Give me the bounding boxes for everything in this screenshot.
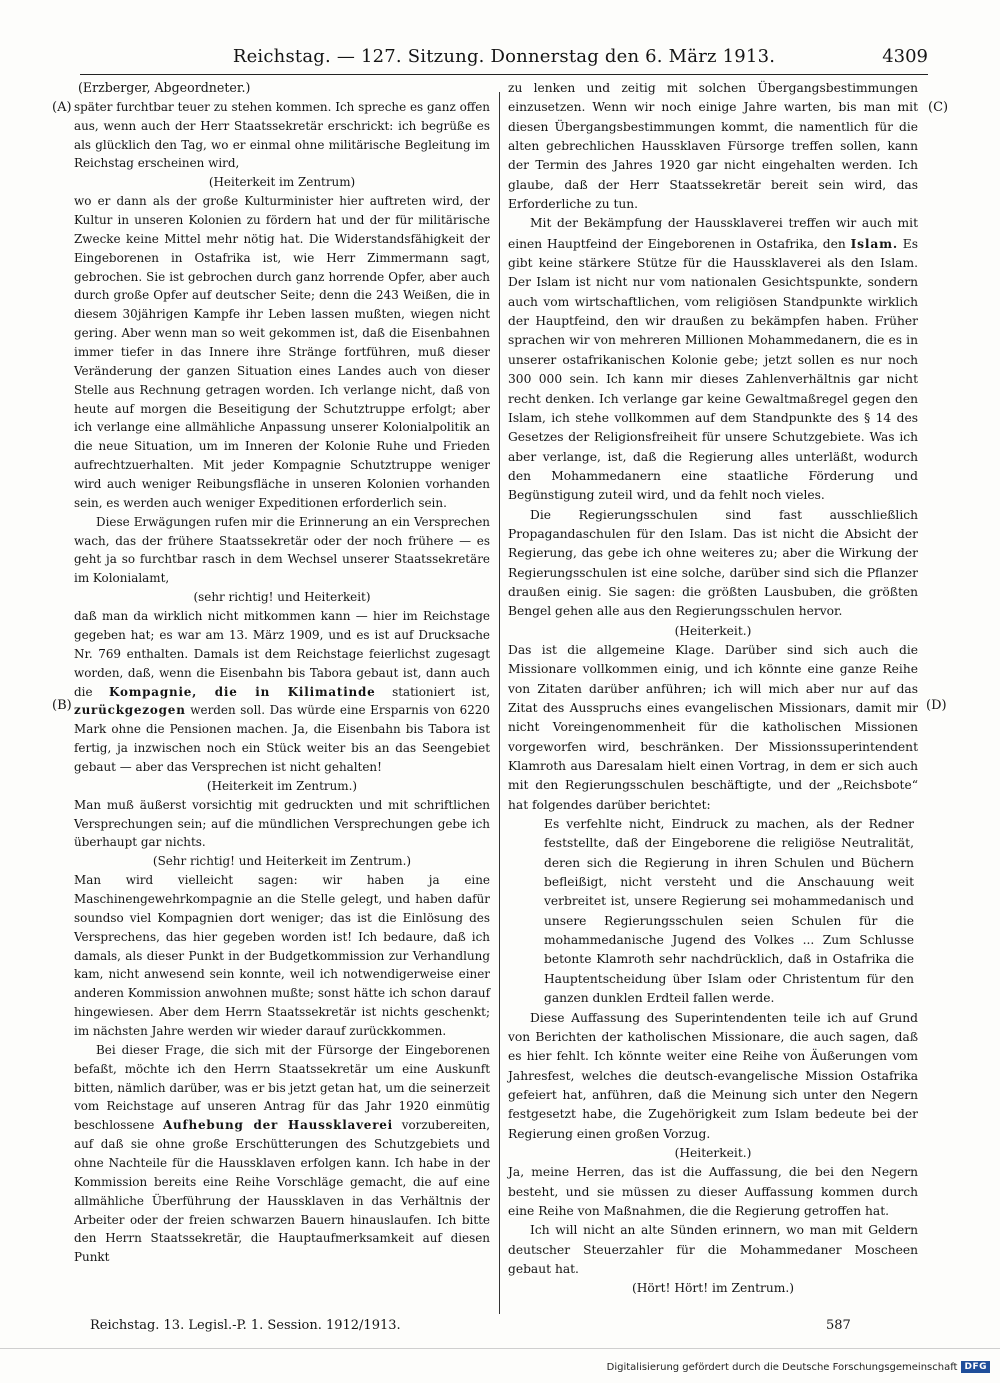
paragraph: wo er dann als der große Kulturminister hier auftreten wird, der Kultur in unseren Kolonien zu fördern hat und der für militärische Zwecke keine Mittel mehr nötig hat. Die Widerstandsfähigkeit der Eingeborenen in Ostafrika ist, wie Herr Zimmermann sagt, gebrochen. Sie ist gebrochen durch ganz horrende Opfer, aber auch durch große Opfer auf deutscher Seite; denn die 243 Weißen, die in diesem 30jährigen Kampfe ihr Leben lassen mußten, wiegen nicht gering. Aber wenn man so weit gekommen ist, daß die Eisenbahnen immer tiefer in das Innere ihre Stränge fortführen, muß dieser Veränderung der ganzen Situation eines Landes auch von dieser Stelle aus Rechnung getragen worden. Ich verlange nicht, daß von heute auf morgen die Beseitigung der Schutztruppe erfolgt; aber ich verlange eine allmähliche Anpassung unserer Kolonialpolitik an die neue Situation, um im Inneren der Kolonie Ruhe und Frieden aufrechtzuerhalten. Mit jeder Kompagnie Schutztruppe weniger wird auch weniger Reibungsfläche in unseren Kolonien vorhanden sein, es werden auch weniger Expeditionen erforderlich sein. bbox=[74, 194, 490, 510]
paragraph: Man wird vielleicht sagen: wir haben ja eine Maschinengewehrkompagnie an die Stelle gelegt, und haben dafür soundso viel Kompagnien dort weniger; das ist die Einlösung des Versprechens, das hier gegeben worden ist! Ich bedaure, daß ich damals, als dieser Punkt in der Budgetkommission zur Verhandlung kam, nicht anwesend sein konnte, weil ich notwendigerweise einer anderen Kommission anwohnen mußte; sonst hätte ich schon darauf hingewiesen. Aber dem Herrn Staatssekretär ist nichts geschenkt; im nächsten Jahre werden wir wieder darauf zurückkommen. bbox=[74, 873, 490, 1038]
right-column bbox=[508, 79, 918, 1299]
emphasized-text: Islam. bbox=[850, 235, 898, 251]
paragraph: Ja, meine Herren, das ist die Auffassung, die bei den Negern besteht, und sie müssen zu dieser Auffassung kommen durch eine Reihe von Maßnahmen, die die Regierung getroffen hat. bbox=[508, 1165, 918, 1218]
running-header bbox=[80, 44, 928, 75]
interjection: (Sehr richtig! und Heiterkeit im Zentrum.) bbox=[152, 854, 412, 869]
paragraph bbox=[508, 214, 918, 505]
paragraph bbox=[74, 1041, 490, 1267]
text-run: werden soll. Das würde eine Ersparnis von 6220 Mark ohne die Pensionen machen. Ja, die Eisenbahn bis Tabora ist fertig, ja inzwischen noch ein Stück weiter bis an das Seengebiet gebaut — aber das Versprechen ist nicht gehalten! bbox=[74, 703, 491, 774]
column-divider bbox=[499, 92, 500, 1314]
interjection: (sehr richtig! und Heiterkeit) bbox=[193, 590, 371, 605]
credit-text: Digitalisierung gefördert durch die Deutsche Forschungsgemeinschaft bbox=[606, 1361, 958, 1373]
block-quote: Es verfehlte nicht, Eindruck zu machen, als der Redner feststellte, daß der Eingeborene die religiöse Neutralität, deren sich die Regierung in ihren Schulen und Büchern befleißigt, nicht versteht und die Anschauung weit verbreitet ist, unsere Regierung sei mohammedanisch und unsere Regierungsschulen seien Schulen für die mohammedanische Jugend des Volkes ... Zum Schlusse betonte Klamroth sehr nachdrücklich, daß in Ostafrika die Hauptentscheidung über Islam oder Christentum für den ganzen dunklen Erdteil fallen werde. bbox=[544, 817, 914, 1006]
paragraph: Diese Auffassung des Superintendenten teile ich auf Grund von Berichten der katholischen Missionare, die auch sagen, daß es hier fehlt. Ich könnte weiter eine Reihe von Äußerungen vom Jahresfest, welches die deutsch-evangelische Mission Ostafrika gefeiert hat, anführen, daß die Meinung sich unter den Negern festgesetzt habe, die Zugehörigkeit zum Islam bedeute bei der Regierung einen großen Vorzug. bbox=[508, 1010, 918, 1141]
interjection: (Heiterkeit im Zentrum.) bbox=[206, 778, 358, 793]
paragraph bbox=[74, 607, 490, 777]
emphasized-text: Aufhebung der Haussklaverei bbox=[163, 1118, 394, 1133]
paragraph: Das ist die allgemeine Klage. Darüber sind sich auch die Missionare vollkommen einig, und ich könnte eine ganze Reihe von Zitaten darüber anführen; ich will mich aber nur auf das Zitat des Ausspruchs eines evangelischen Missionars, damit mir nicht Voreingenommenheit für die katholischen Missionen vorgeworfen wird, beschränken. Der Missionssuperintendent Klamroth aus Daresalam hielt einen Vortrag, in dem er sich auch mit den Regierungsschulen beschäftigte, und der „Reichsbote“ hat folgendes darüber berichtet: bbox=[508, 642, 918, 812]
emphasized-text: zurückgezogen bbox=[74, 703, 186, 718]
text-run: vorzubereiten, auf daß sie ohne große Erschütterungen des Schutzgebiets und ohne Nachteile für die Haussklaven erfolgen kann. Ich habe in der Kommission bereits eine Reihe Vorschläge gemacht, die auf eine allmähliche Überführung der Haussklaven in das Verhältnis der Arbeiter oder der freien schwarzen Bauern hinauslaufen. Ich bitte den Herrn Staatssekretär, die Hauptaufmerksamkeit auf diesen Punkt bbox=[74, 1118, 490, 1265]
paragraph: Die Regierungsschulen sind fast ausschließlich Propagandaschulen für den Islam. Das ist nicht die Absicht der Regierung, das gebe ich ohne weiteres zu; aber die Wirkung der Regierungsschulen ist eine solche, darüber sind sich die Pflanzer draußen einig. Sie sagen: die größten Lausbuben, die größten Bengel gehen alle aus den Regierungsschulen hervor. bbox=[508, 507, 918, 619]
paragraph: Diese Erwägungen rufen mir die Erinnerung an ein Versprechen wach, das der frühere Staatssekretär oder der noch frühere — es geht ja so furchtbar rasch in dem Wechsel unserer Staatssekretäre im Kolonialamt, bbox=[74, 514, 490, 586]
text-run: Bei dieser Frage, die sich mit der Fürsorge der Eingeborenen befaßt, möchte ich den Herrn Staatssekretär um eine Auskunft bitten, nämlich darüber, was er bis jetzt getan hat, um die seinerzeit vom Reichstage auf unseren Antrag für das Jahr 1920 einmütig beschlossene bbox=[74, 1042, 490, 1133]
margin-marker-c: (C) bbox=[928, 100, 949, 115]
paragraph: Ich will nicht an alte Sünden erinnern, wo man mit Geldern deutscher Steuerzahler für die Mohammedaner Moscheen gebaut hat. bbox=[508, 1223, 918, 1276]
page-number: 4309 bbox=[882, 46, 928, 67]
speaker-label: (Erzberger, Abgeordneter.) bbox=[78, 80, 251, 95]
margin-marker-b: (B) bbox=[52, 698, 72, 713]
paragraph: Man muß äußerst vorsichtig mit gedruckten und mit schriftlichen Versprechungen sein; auf die mündlichen Versprechungen gebe ich überhaupt gar nichts. bbox=[74, 797, 490, 850]
header-title: Reichstag. — 127. Sitzung. Donnerstag den 6. März 1913. bbox=[232, 46, 776, 67]
digitization-credit bbox=[607, 1361, 990, 1373]
text-run: stationiert ist, bbox=[392, 684, 491, 699]
dfg-logo: DFG bbox=[961, 1361, 990, 1373]
text-run: daß man da wirklich nicht mitkommen kann — hier im Reichstage gegeben hat; es war am 13. März 1909, und es ist auf Drucksache Nr. 769 enthalten. Damals ist dem Reichstage feierlichst zugesagt worden, daß, wenn die Eisenbahn bis Tabora gebaut ist, dann auch die bbox=[74, 609, 490, 699]
interjection: (Hört! Hört! im Zentrum.) bbox=[631, 1281, 795, 1296]
footer-divider bbox=[0, 1348, 1000, 1349]
interjection: (Heiterkeit im Zentrum) bbox=[208, 175, 356, 190]
emphasized-text: Kompagnie, die in Kilimatinde bbox=[109, 684, 376, 699]
left-column bbox=[74, 79, 490, 1267]
interjection: (Heiterkeit.) bbox=[674, 1145, 752, 1160]
text-run: Mit der Bekämpfung der Haussklaverei treffen wir auch mit einen Hauptfeind der Eingeborenen in Ostafrika, den bbox=[508, 216, 918, 251]
margin-marker-d: (D) bbox=[926, 698, 947, 713]
footer-sheet-number: 587 bbox=[826, 1318, 851, 1333]
text-run: Es gibt keine stärkere Stütze für die Haussklaverei als den Islam. Der Islam ist nicht nur vom nationalen Gesichtspunkte, sondern auch vom wirtschaftlichen, vom religiösen Standpunkte wirklich der Hauptfeind, den wir draußen zu bekämpfen haben. Früher sprachen wir von mehreren Millionen Mohammedanern, die es in unserer ostafrikanischen Kolonie gebe; jetzt sollen es nur noch 300 000 sein. Ich kann mir dieses Zahlenverhältnis gar nicht recht denken. Ich verlange gar keine Gewaltmaßregel gegen den Islam, ich stehe vollkommen auf dem Standpunkte des § 14 des Gesetzes der Religionsfreiheit für unsere Schutzgebiete. Was ich aber verlange, ist, daß die Regierung alles unterläßt, wodurch den Mohammedanern eine staatliche Förderung und Begünstigung zuteil wird, und da fehlt noch vieles. bbox=[508, 236, 918, 503]
footer-session-info: Reichstag. 13. Legisl.-P. 1. Session. 1912/1913. bbox=[90, 1318, 401, 1333]
margin-marker-a: (A) bbox=[52, 100, 72, 115]
paragraph: zu lenken und zeitig mit solchen Übergangsbestimmungen einzusetzen. Wenn wir noch einige Jahre warten, bis man mit diesen Übergangsbestimmungen kommt, die namentlich für die alten gebrechlichen Haussklaven Fürsorge treffen sollen, kann der Termin des Jahres 1920 gar nicht eingehalten werden. Ich glaube, daß der Herr Staatssekretär bereit sein wird, das Erforderliche zu tun. bbox=[508, 81, 918, 212]
interjection: (Heiterkeit.) bbox=[674, 623, 752, 638]
paragraph: später furchtbar teuer zu stehen kommen. Ich spreche es ganz offen aus, wenn auch der Herr Staatssekretär erschrickt: ich begrüße es als glücklich den Tag, wo er einmal ohne militärische Begleitung im Reichstag erscheinen wird, bbox=[74, 99, 490, 171]
